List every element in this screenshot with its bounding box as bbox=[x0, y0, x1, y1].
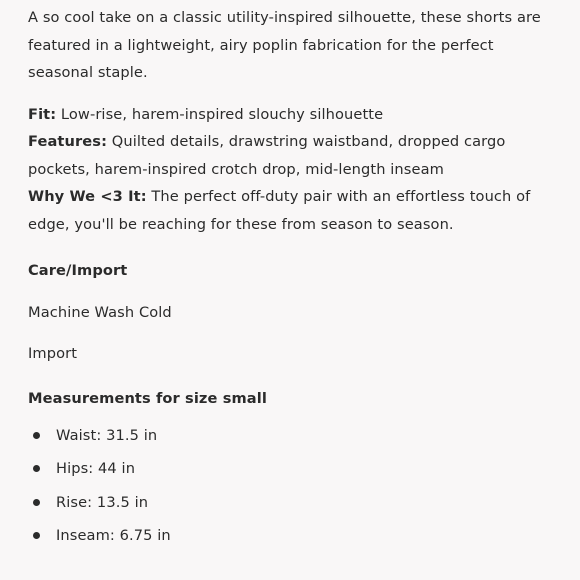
fit-line bbox=[28, 101, 558, 129]
measurement-text: Waist: 31.5 in bbox=[56, 427, 158, 444]
bullet-icon bbox=[33, 532, 40, 539]
list-item bbox=[28, 526, 558, 559]
measurement-text: Hips: 44 in bbox=[56, 460, 136, 478]
why-we-love-it-line bbox=[28, 183, 558, 238]
measurement-text: Inseam: 6.75 in bbox=[56, 526, 171, 544]
bullet-icon bbox=[33, 499, 40, 506]
care-import-heading: Care/Import bbox=[28, 262, 128, 279]
why-we-love-it-value: The perfect off-duty pair with an effortless touch of edge, you'll be reaching for these from season to season. bbox=[28, 188, 531, 233]
bullet-icon bbox=[33, 432, 40, 439]
list-item bbox=[28, 426, 558, 459]
fit-value: Low-rise, harem-inspired slouchy silhouette bbox=[56, 105, 384, 123]
care-wash-instructions: Machine Wash Cold bbox=[28, 303, 172, 321]
list-item bbox=[28, 459, 558, 492]
fit-label: Fit: bbox=[28, 105, 57, 123]
measurements-heading: Measurements for size small bbox=[28, 389, 267, 407]
features-value: Quilted details, drawstring waistband, dropped cargo pockets, harem-inspired crotch drop, mid-length inseam bbox=[28, 133, 506, 178]
product-description: A so cool take on a classic utility-inspired silhouette, these shorts are featured in a lightweight, airy poplin fabrication for the perfect seasonal staple. bbox=[28, 9, 541, 81]
list-item bbox=[28, 493, 558, 526]
care-import-origin: Import bbox=[28, 345, 78, 362]
measurements-list bbox=[28, 426, 558, 559]
product-details bbox=[28, 101, 558, 239]
product-description-panel bbox=[28, 4, 558, 559]
why-we-love-it-label: Why We <3 It: bbox=[28, 188, 147, 205]
features-label: Features: bbox=[28, 133, 108, 150]
features-line bbox=[28, 128, 558, 183]
measurement-text: Rise: 13.5 in bbox=[56, 493, 149, 511]
bullet-icon bbox=[33, 465, 40, 472]
